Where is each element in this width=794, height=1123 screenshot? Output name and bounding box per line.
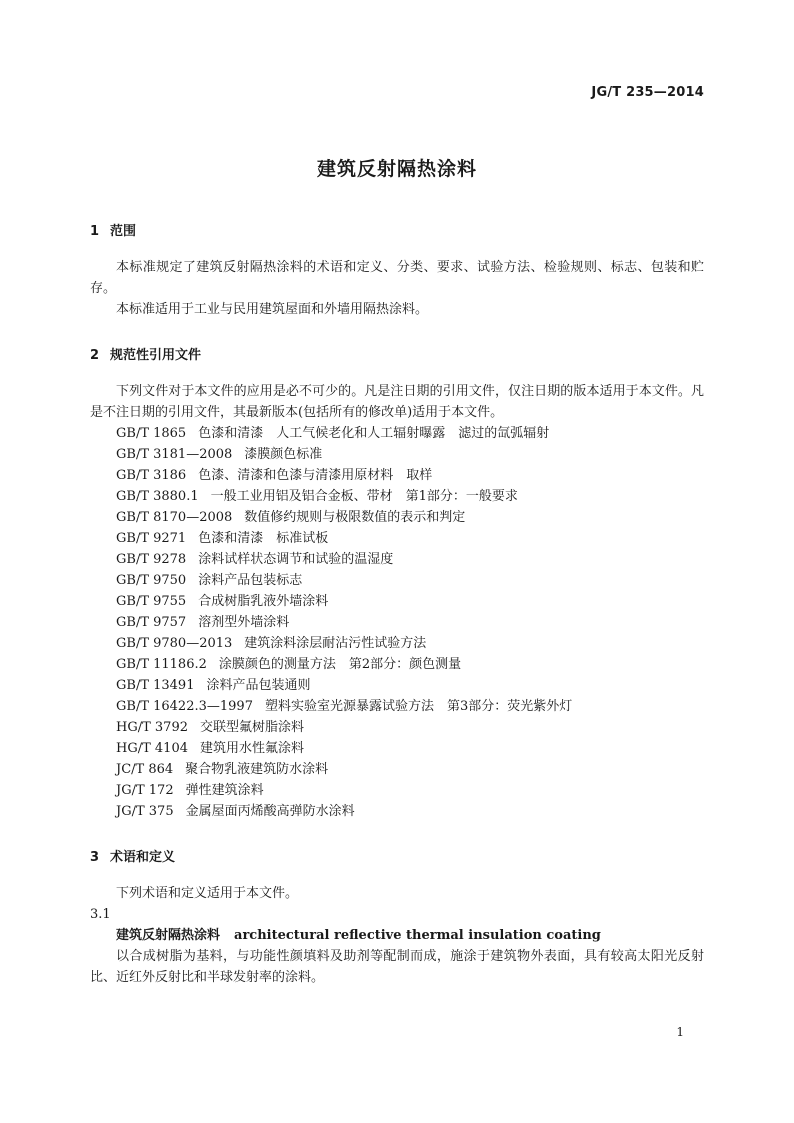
- term-definition: 以合成树脂为基料，与功能性颜填料及助剂等配制而成，施涂于建筑物外表面，具有较高太阳光反射比、近红外反射比和半球发射率的涂料。: [90, 949, 704, 985]
- reference-item: [90, 528, 704, 549]
- section-title: 规范性引用文件: [110, 348, 202, 363]
- term-entry: [90, 925, 704, 946]
- reference-item: [90, 612, 704, 633]
- scope-paragraph: 本标准适用于工业与民用建筑屋面和外墙用隔热涂料。: [116, 302, 429, 317]
- reference-title: 溶剂型外墙涂料: [198, 615, 290, 630]
- reference-item: [90, 570, 704, 591]
- section-number: 2: [90, 348, 100, 363]
- reference-item: [90, 654, 704, 675]
- scope-paragraph: 本标准规定了建筑反射隔热涂料的术语和定义、分类、要求、试验方法、检验规则、标志、包装和贮存。: [90, 260, 704, 296]
- reference-code: GB/T 9278: [116, 552, 187, 567]
- reference-title: 涂膜颜色的测量方法 第2部分：颜色测量: [218, 657, 462, 672]
- section-title: 范围: [110, 224, 137, 239]
- section-number: 3: [90, 850, 100, 865]
- reference-code: GB/T 16422.3—1997: [116, 699, 253, 714]
- reference-title: 交联型氟树脂涂料: [200, 720, 305, 735]
- section-number: 1: [90, 224, 100, 239]
- reference-item: [90, 507, 704, 528]
- reference-title: 涂料产品包装通则: [206, 678, 311, 693]
- reference-item: [90, 633, 704, 654]
- reference-item: [90, 423, 704, 444]
- reference-item: [90, 696, 704, 717]
- reference-item: [90, 780, 704, 801]
- clause-number: 3.1: [90, 907, 111, 922]
- reference-code: GB/T 9755: [116, 594, 187, 609]
- reference-item: [90, 486, 704, 507]
- reference-item: [90, 759, 704, 780]
- reference-code: GB/T 11186.2: [116, 657, 207, 672]
- reference-title: 金属屋面丙烯酸高弹防水涂料: [185, 804, 355, 819]
- reference-code: GB/T 9750: [116, 573, 187, 588]
- reference-code: GB/T 3880.1: [116, 489, 199, 504]
- reference-item: [90, 591, 704, 612]
- reference-code: HG/T 4104: [116, 741, 188, 756]
- reference-title: 色漆和清漆 人工气候老化和人工辐射曝露 滤过的氙弧辐射: [198, 426, 550, 441]
- reference-code: HG/T 3792: [116, 720, 188, 735]
- reference-list: [90, 423, 704, 822]
- reference-item: [90, 549, 704, 570]
- reference-code: GB/T 3186: [116, 468, 187, 483]
- reference-title: 漆膜颜色标准: [244, 447, 323, 462]
- reference-title: 涂料试样状态调节和试验的温湿度: [198, 552, 394, 567]
- reference-code: GB/T 8170—2008: [116, 510, 233, 525]
- reference-item: [90, 738, 704, 759]
- document-title: 建筑反射隔热涂料: [316, 158, 477, 180]
- reference-title: 合成树脂乳液外墙涂料: [198, 594, 329, 609]
- standard-code: JG/T 235—2014: [591, 85, 704, 100]
- reference-code: GB/T 9780—2013: [116, 636, 233, 651]
- term-chinese: 建筑反射隔热涂料: [116, 928, 221, 943]
- document-body: [90, 222, 704, 988]
- reference-title: 塑料实验室光源暴露试验方法 第3部分：荧光紫外灯: [264, 699, 573, 714]
- reference-title: 一般工业用铝及铝合金板、带材 第1部分：一般要求: [210, 489, 518, 504]
- reference-item: [90, 717, 704, 738]
- reference-item: [90, 444, 704, 465]
- section-heading-scope: [90, 222, 704, 242]
- reference-title: 弹性建筑涂料: [185, 783, 264, 798]
- reference-title: 涂料产品包装标志: [198, 573, 303, 588]
- reference-code: GB/T 13491: [116, 678, 195, 693]
- reference-code: JG/T 172: [116, 783, 174, 798]
- reference-title: 建筑用水性氟涂料: [200, 741, 305, 756]
- reference-code: GB/T 9757: [116, 615, 187, 630]
- page-number: 1: [676, 1025, 684, 1039]
- section-heading-terms: [90, 848, 704, 868]
- section-title: 术语和定义: [110, 850, 176, 865]
- reference-code: JG/T 375: [116, 804, 174, 819]
- reference-item: [90, 465, 704, 486]
- reference-title: 数值修约规则与极限数值的表示和判定: [244, 510, 466, 525]
- references-intro: 下列文件对于本文件的应用是必不可少的。凡是注日期的引用文件，仅注日期的版本适用于本文件。凡是不注日期的引用文件，其最新版本(包括所有的修改单)适用于本文件。: [90, 384, 704, 420]
- terms-intro: 下列术语和定义适用于本文件。: [116, 886, 299, 901]
- reference-item: [90, 801, 704, 822]
- reference-title: 色漆、清漆和色漆与清漆用原材料 取样: [198, 468, 433, 483]
- reference-title: 建筑涂料涂层耐沾污性试验方法: [244, 636, 427, 651]
- reference-code: GB/T 1865: [116, 426, 187, 441]
- reference-code: JC/T 864: [116, 762, 174, 777]
- reference-code: GB/T 3181—2008: [116, 447, 233, 462]
- section-heading-normative-references: [90, 346, 704, 366]
- reference-title: 色漆和清漆 标准试板: [198, 531, 329, 546]
- term-english: architectural reflective thermal insulation coating: [234, 928, 601, 943]
- reference-title: 聚合物乳液建筑防水涂料: [185, 762, 329, 777]
- reference-code: GB/T 9271: [116, 531, 187, 546]
- reference-item: [90, 675, 704, 696]
